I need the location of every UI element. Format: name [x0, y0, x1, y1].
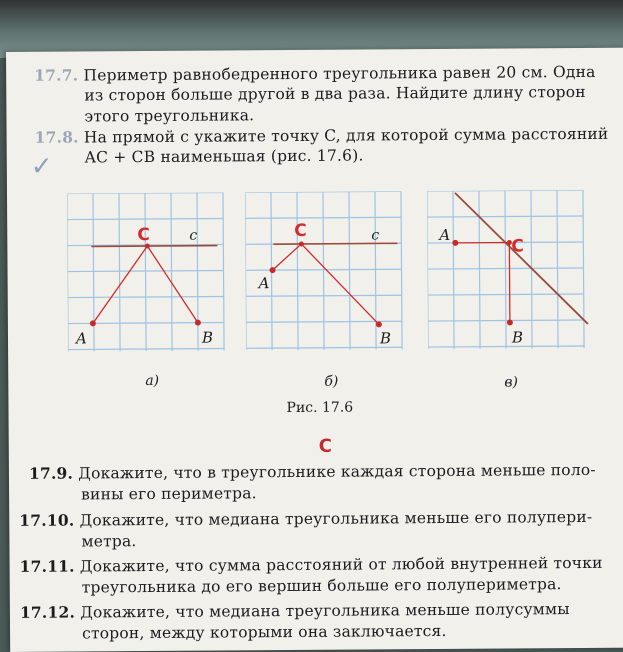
problem-17-7-number: 17.7.	[34, 65, 79, 85]
figure-a-point-b	[195, 320, 201, 326]
figure-c-point-b	[507, 319, 513, 325]
figure-a-line-c	[91, 246, 217, 247]
figure-b-point-b	[376, 321, 382, 327]
problem-17-8-line-2: AC + CB наименьшая (рис. 17.6).	[84, 146, 364, 167]
figure-a-label-a: A	[75, 329, 87, 348]
problem-17-7-line-3: этого треугольника.	[84, 106, 255, 126]
problem-17-9-number: 17.9.	[28, 463, 74, 483]
problem-17-9-line-2: вины его периметра.	[81, 484, 257, 504]
figure-b-label-a: A	[258, 274, 270, 293]
figure-caption: Рис. 17.6	[286, 399, 354, 417]
figure-a-label-c: C	[137, 225, 150, 246]
problem-17-9-line-1: 17.9. Докажите, что в треугольнике каждая сторона меньше поло-	[28, 460, 596, 483]
figure-a-label-line-c: c	[189, 227, 198, 244]
problem-17-10-line-1: 17.10. Докажите, что медиана треугольника меньше его полупери-	[19, 507, 593, 530]
figure-c-point-a	[452, 240, 458, 246]
figure-c-grid	[427, 190, 584, 349]
figure-c	[427, 190, 592, 353]
figure-c-label-c: C	[511, 236, 524, 257]
figure-c-label-a: A	[439, 225, 451, 244]
figure-a-sublabel: а)	[145, 372, 160, 390]
figure-c-line-c	[455, 192, 588, 325]
figure-a-point-a	[90, 320, 96, 326]
figure-b-point-a	[270, 267, 276, 273]
problem-17-8-number: 17.8.	[34, 127, 79, 147]
problem-17-7-line-2: из сторон больше другой в два раза. Найдите длину сторон	[84, 82, 586, 105]
check-mark-icon: ✓	[30, 151, 53, 182]
figure-c-sublabel: в)	[504, 374, 519, 391]
figure-b-path-acb	[272, 243, 379, 325]
problem-17-12-number: 17.12.	[19, 602, 76, 622]
problem-17-12-line-2: сторон, между которыми она заключается.	[81, 621, 447, 643]
figure-a-grid	[67, 192, 224, 351]
figure-a	[67, 192, 228, 355]
problem-17-11-line-2: треугольника до его вершин больше его полупериметра.	[81, 575, 562, 597]
problem-17-10-line-2: метра.	[81, 532, 137, 551]
figure-c-path-acb	[455, 242, 510, 322]
figure-a-label-b: B	[201, 328, 214, 347]
problem-17-8-line-1: 17.8. На прямой c укажите точку C, для которой сумма расстояний	[34, 124, 609, 147]
problem-17-7-line-1: 17.7. Периметр равнобедренного треугольника равен 20 см. Одна	[34, 62, 596, 85]
figure-b-sublabel: б)	[324, 373, 339, 390]
figure-b-label-line-c: c	[371, 227, 380, 244]
figure-b-label-c: C	[294, 220, 307, 241]
problem-17-10-number: 17.10.	[19, 510, 75, 530]
figure-b-point-c	[299, 241, 304, 246]
textbook-page	[6, 48, 623, 652]
figure-c-label-b: B	[511, 328, 524, 347]
section-heading: C	[318, 435, 333, 457]
problem-17-12-line-1: 17.12. Докажите, что медиана треугольника меньше полусуммы	[19, 600, 570, 622]
problem-17-11-number: 17.11.	[19, 556, 75, 576]
problem-17-11-line-1: 17.11. Докажите, что сумма расстояний от любой внутренней точки	[19, 553, 603, 576]
figure-b-label-b: B	[379, 329, 392, 348]
figure-b	[245, 191, 410, 354]
